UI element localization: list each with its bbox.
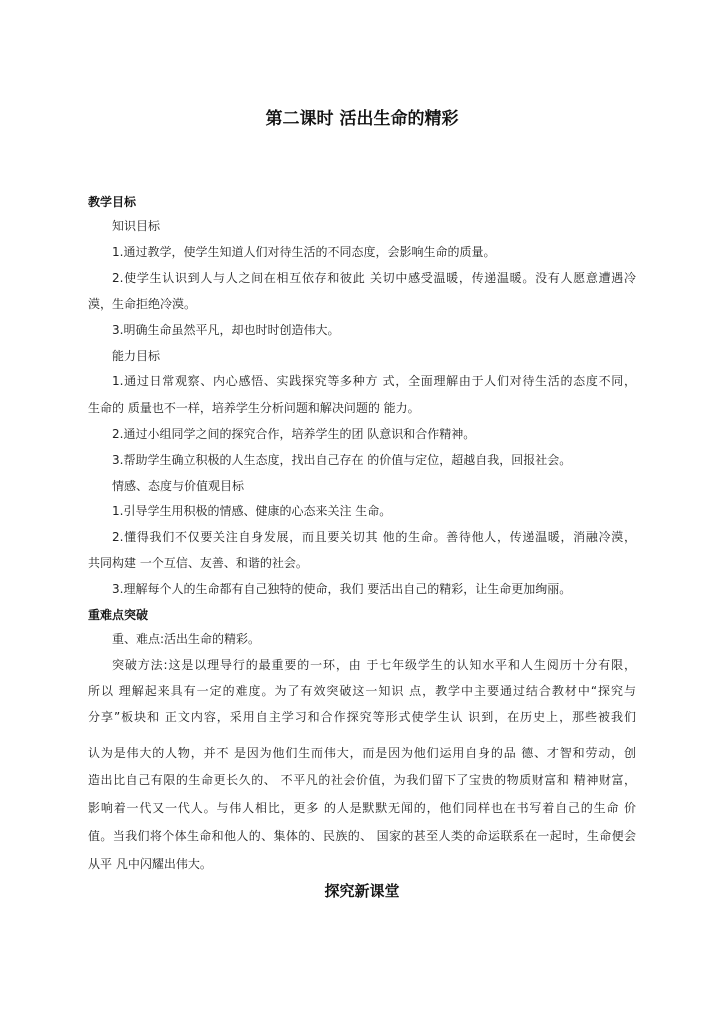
method-line-6: 影响着一代又一代人。与伟人相比，更多 的人是默默无闻的，他们同样也在书写着自己的生命 价 [88, 801, 636, 815]
method-line-2: 所以 理解起来具有一定的难度。为了有效突破这一知识 点，教学中主要通过结合教材中“探究与 [88, 684, 636, 698]
emotion-item-2-line-1: 2.懂得我们不仅要关注自身发展，而且要关切其 他的生命。善待他人，传递温暖，消融冷漠， [112, 530, 636, 544]
method-line-5: 造出比自己有限的生命更长久的、 不平凡的社会价值，为我们留下了宝贵的物质财富和 精神财富， [88, 773, 636, 787]
emotion-item-3: 3.理解每个人的生命都有自己独特的使命，我们 要活出自己的精彩，让生命更加绚丽。 [112, 582, 572, 596]
method-line-4: 认为是伟大的人物，并不 是因为他们生而伟大，而是因为他们运用自身的品 德、才智和劳动，创 [88, 746, 636, 760]
subheading-knowledge: 知识目标 [112, 219, 161, 233]
subheading-emotion: 情感、态度与价值观目标 [112, 479, 245, 493]
section-heading-objectives: 教学目标 [88, 195, 137, 209]
emotion-item-1: 1.引导学生用积极的情感、健康的心态来关注 生命。 [112, 504, 392, 518]
subheading-ability: 能力目标 [112, 349, 161, 363]
knowledge-item-2-line-2: 漠，生命拒绝冷漠。 [88, 297, 197, 311]
knowledge-item-3: 3.明确生命虽然平凡，却也时时创造伟大。 [112, 323, 340, 337]
ability-item-1-line-1: 1.通过日常观察、内心感悟、实践探究等多种方 式，全面理解由于人们对待生活的态度不同， [112, 374, 636, 388]
method-line-1: 突破方法:这是以理导行的最重要的一环，由 于七年级学生的认知水平和人生阅历十分有限， [112, 658, 636, 672]
ability-item-3: 3.帮助学生确立积极的人生态度，找出自己存在 的价值与定位，超越自我，回报社会。 [112, 453, 572, 467]
knowledge-item-1: 1.通过教学，使学生知道人们对待生活的不同态度，会影响生命的质量。 [112, 245, 496, 259]
section-heading-difficulties: 重难点突破 [88, 608, 149, 622]
emotion-item-2-line-2: 共同构建 一个互信、友善、和谐的社会。 [88, 556, 308, 570]
page-title: 第二课时 活出生命的精彩 [265, 109, 459, 129]
method-line-8: 从平 凡中闪耀出伟大。 [88, 857, 212, 871]
knowledge-item-2-line-1: 2.使学生认识到人与人之间在相互依存和彼此 关切中感受温暖，传递温暖。没有人愿意遭遇冷 [112, 271, 636, 285]
method-line-3: 分享”板块和 正文内容，采用自主学习和合作探究等形式使学生认 识到，在历史上，那些被我们 [88, 710, 636, 724]
section-heading-explore: 探究新课堂 [324, 882, 400, 900]
ability-item-1-line-2: 生命的 质量也不一样，培养学生分析问题和解决问题的 能力。 [88, 401, 420, 415]
ability-item-2: 2.通过小组同学之间的探究合作，培养学生的团 队意识和合作精神。 [112, 427, 476, 441]
method-line-7: 值。当我们将个体生命和他人的、集体的、民族的、 国家的甚至人类的命运联系在一起时，生命便会 [88, 829, 636, 843]
difficulty-key-point: 重、难点:活出生命的精彩。 [112, 632, 261, 646]
